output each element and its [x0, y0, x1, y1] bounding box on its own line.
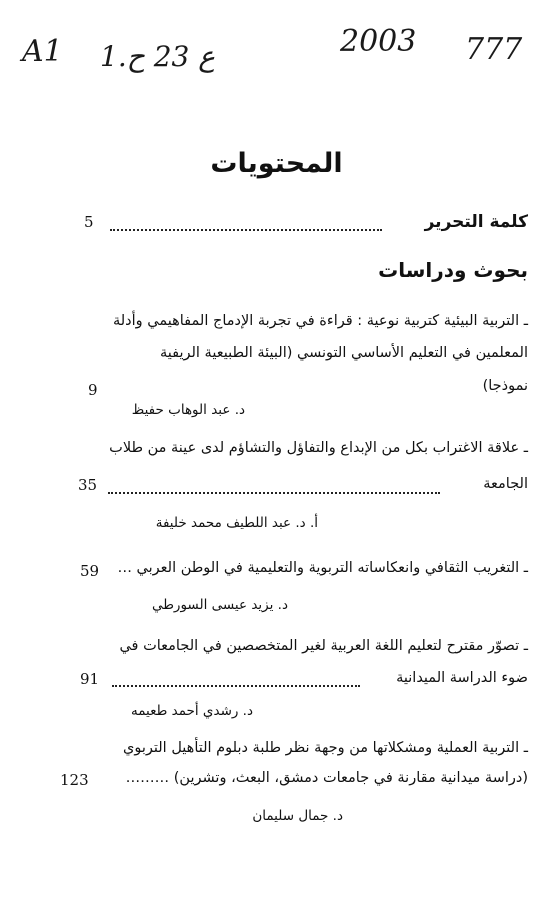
handwritten-code: A1 — [22, 34, 63, 69]
article-5-author: د. جمال سليمان — [252, 808, 343, 824]
article-1-author: د. عبد الوهاب حفيظ — [131, 402, 245, 418]
article-3-line-1: ـ التغريب الثقافي وانعكاساته التربوية والتعليمية في الوطن العربي … — [117, 560, 528, 576]
article-2-author: أ. د. عبد اللطيف محمد خليفة — [155, 515, 318, 531]
page-title: المحتويات — [210, 148, 343, 179]
article-4-page: 91 — [80, 670, 100, 688]
editorial-dots — [110, 229, 382, 231]
article-1-line-2: المعلمين في التعليم الأساسي التونسي (البيئة الطبيعية الريفية — [159, 345, 528, 361]
article-2-dots — [108, 492, 440, 494]
article-4-author: د. رشدي أحمد طعيمه — [130, 703, 253, 719]
article-1-line-1: ـ التربية البيئية كتربية نوعية : قراءة في تجربة الإدماج المفاهيمي وأدلة — [112, 313, 528, 329]
article-3-page: 59 — [80, 562, 100, 580]
article-2-page: 35 — [78, 476, 98, 494]
article-5-line-2: (دراسة ميدانية مقارنة في جامعات دمشق، البعث، وتشرين) ……… — [125, 770, 528, 786]
editorial-label: كلمة التحرير — [424, 212, 528, 232]
article-1-page: 9 — [88, 381, 98, 399]
section-heading: بحوث ودراسات — [378, 258, 528, 282]
article-2-line-2: الجامعة — [483, 476, 528, 492]
article-3-author: د. يزيد عيسى السورطي — [151, 597, 288, 613]
article-1-line-3: نموذجا) — [482, 378, 528, 394]
handwritten-year: 2003 — [340, 24, 417, 59]
article-5-page: 123 — [60, 771, 89, 789]
article-5-line-1: ـ التربية العملية ومشكلاتها من وجهة نظر طلبة دبلوم التأهيل التربوي — [123, 740, 528, 756]
article-4-line-2: ضوء الدراسة الميدانية — [396, 670, 528, 686]
handwritten-number: 777 — [465, 32, 523, 67]
article-4-line-1: ـ تصوّر مقترح لتعليم اللغة العربية لغير المتخصصين في الجامعات في — [119, 638, 528, 654]
editorial-page: 5 — [84, 213, 94, 231]
article-4-dots — [112, 685, 360, 687]
handwritten-reference: 1.ع 23 ح — [100, 40, 215, 73]
article-2-line-1: ـ علاقة الاغتراب بكل من الإبداع والتفاؤل والتشاؤم لدى عينة من طلاب — [109, 440, 528, 456]
